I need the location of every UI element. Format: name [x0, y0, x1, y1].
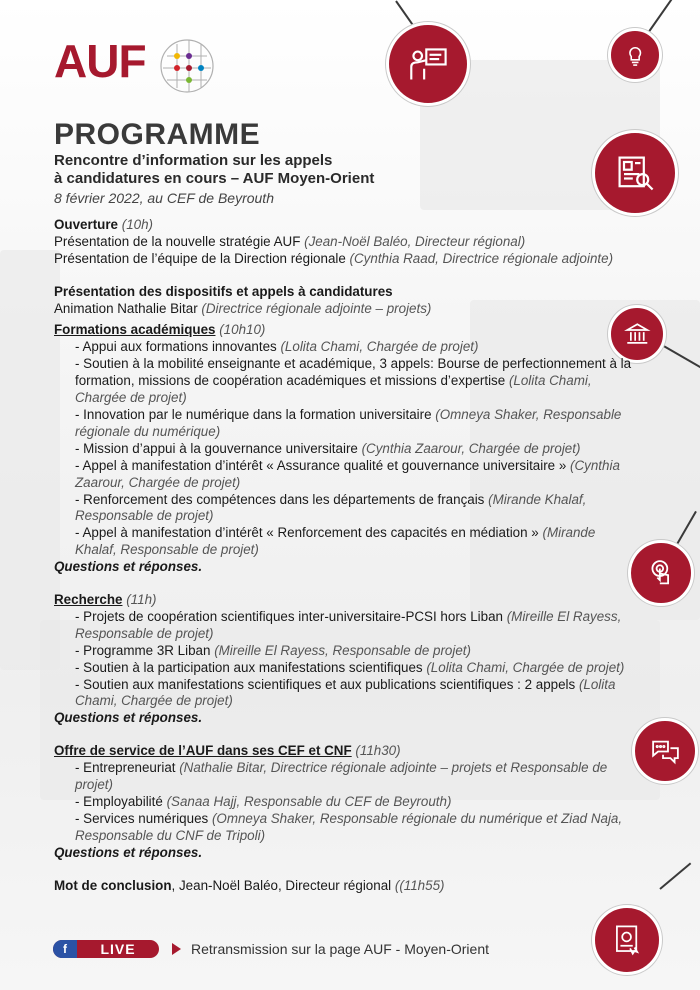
conclusion-line: Mot de conclusion, Jean-Noël Baléo, Directeur régional ((11h55)	[54, 877, 445, 893]
questions-line: Questions et réponses.	[54, 559, 203, 575]
lightbulb-circle-icon	[608, 28, 662, 82]
event-date: 8 février 2022, au CEF de Beyrouth	[54, 190, 274, 206]
programme-content	[54, 118, 639, 895]
footer-live-banner	[53, 940, 489, 958]
list-item: - Soutien aux manifestations scientifiques et aux publications scientifiques : 2 appels (Lolita Chami, Chargée de projet)	[75, 676, 616, 709]
list-item: - Mission d’appui à la gouvernance universitaire (Cynthia Zaarour, Chargée de projet)	[75, 440, 581, 456]
page-title: PROGRAMME	[54, 118, 261, 151]
auf-logo	[54, 34, 146, 88]
questions-line: Questions et réponses.	[54, 710, 203, 726]
subtitle-line-2: à candidatures en cours – AUF Moyen-Orient	[54, 170, 375, 187]
logo-text: AUF	[54, 35, 146, 87]
list-item: - Projets de coopération scientifiques inter-universitaire-PCSI hors Liban (Mireille El Rayess, Responsable de projet)	[75, 608, 622, 641]
play-arrow-icon	[172, 943, 181, 955]
list-item: - Soutien à la mobilité enseignante et académique, 3 appels: Bourse de perfectionnement à la formation, missions de coopération académiques et missions d’expertise (Lolita Chami, Chargée de projet)	[75, 356, 632, 406]
presentation-circle-icon	[386, 22, 470, 106]
certificate-circle-icon	[592, 905, 662, 975]
list-item: - Entrepreneuriat (Nathalie Bitar, Directrice régionale adjointe – projets et Responsable de projet)	[75, 760, 608, 793]
globe-logo-icon	[157, 36, 217, 96]
ouverture-heading: Ouverture (10h)	[54, 216, 153, 232]
list-item: - Employabilité (Sanaa Hajj, Responsable du CEF de Beyrouth)	[75, 794, 452, 809]
footer-text: Retransmission sur la page AUF - Moyen-Orient	[191, 941, 489, 957]
list-item: Présentation de l’équipe de la Direction régionale (Cynthia Raad, Directrice régionale adjointe)	[54, 250, 614, 266]
list-item: - Programme 3R Liban (Mireille El Rayess, Responsable de projet)	[75, 642, 471, 658]
questions-line: Questions et réponses.	[54, 844, 203, 860]
live-badge[interactable]	[53, 940, 159, 958]
live-label: LIVE	[100, 941, 136, 957]
presentation-heading: Présentation des dispositifs et appels à candidatures	[54, 283, 393, 299]
subtitle-line-1: Rencontre d’information sur les appels	[54, 152, 333, 169]
list-item: Présentation de la nouvelle stratégie AUF (Jean-Noël Baléo, Directeur régional)	[54, 233, 526, 249]
chat-circle-icon	[632, 718, 698, 784]
list-item: - Services numériques (Omneya Shaker, Responsable régionale du numérique et Ziad Naja, Responsable du CNF de Tripoli)	[75, 810, 623, 843]
facebook-icon: f	[53, 940, 77, 958]
formations-heading: Formations académiques (10h10)	[54, 322, 266, 338]
list-item: - Soutien à la participation aux manifestations scientifiques (Lolita Chami, Chargée de projet)	[75, 659, 625, 675]
list-item: - Appel à manifestation d’intérêt « Renforcement des capacités en médiation » (Mirande Khalaf, Responsable de projet)	[75, 525, 596, 558]
recherche-heading: Recherche (11h)	[54, 592, 157, 608]
list-item: - Innovation par le numérique dans la formation universitaire (Omneya Shaker, Responsable régionale du numérique)	[75, 406, 622, 439]
animation-line: Animation Nathalie Bitar (Directrice régionale adjointe – projets)	[54, 300, 432, 316]
list-item: - Appui aux formations innovantes (Lolita Chami, Chargée de projet)	[75, 339, 479, 355]
offre-heading: Offre de service de l’AUF dans ses CEF et CNF (11h30)	[54, 743, 401, 759]
list-item: - Appel à manifestation d’intérêt « Assurance qualité et gouvernance universitaire » (Cynthia Zaarour, Chargée de projet)	[75, 457, 620, 490]
list-item: - Renforcement des compétences dans les départements de français (Mirande Khalaf, Responsable de projet)	[75, 491, 587, 524]
